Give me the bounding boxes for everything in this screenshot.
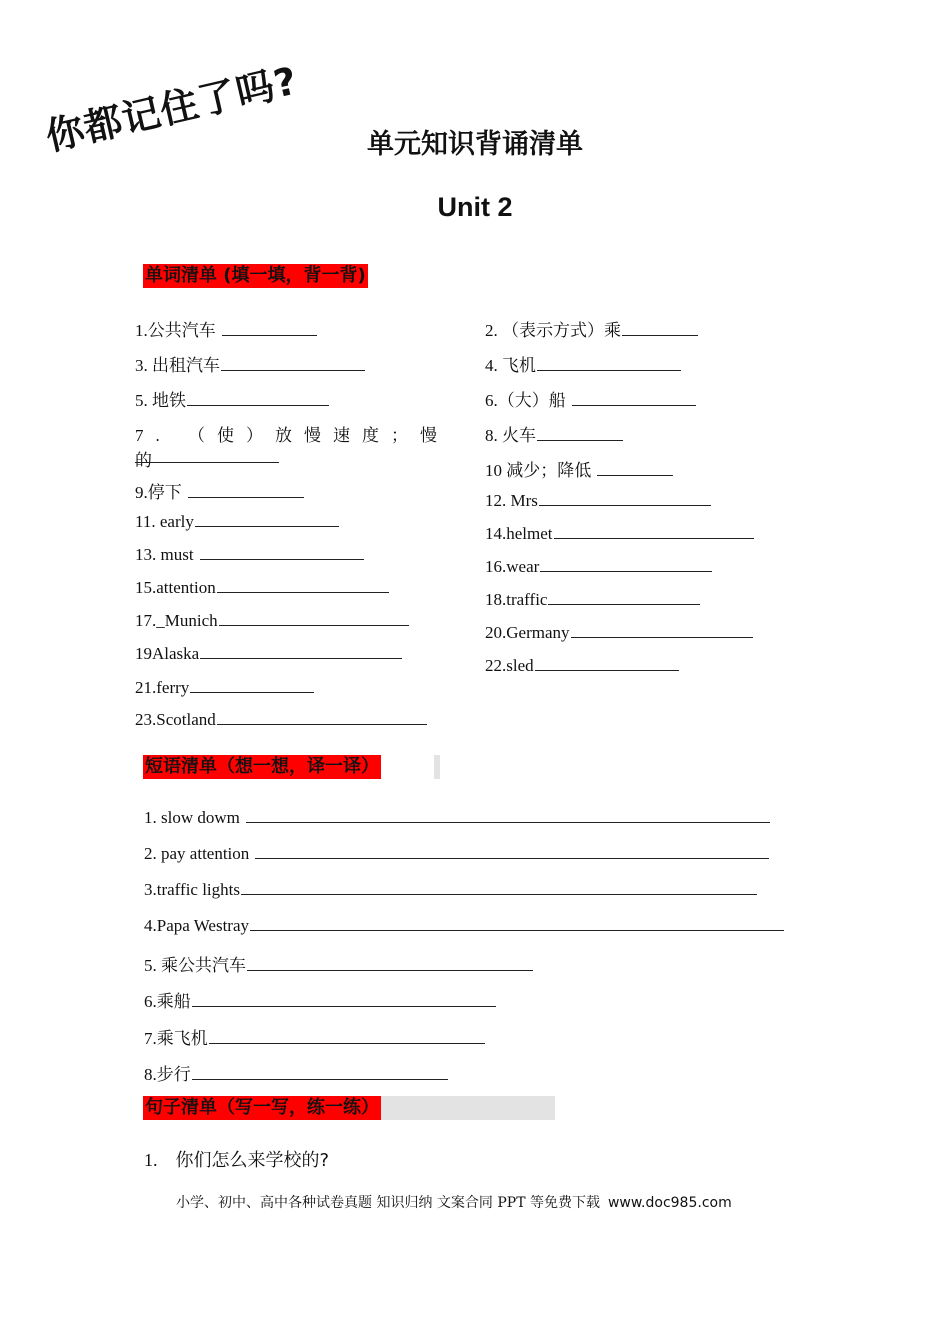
word-item: 1.公共汽车 xyxy=(135,316,317,341)
word-item: 9.停下 xyxy=(135,478,304,503)
sentence-text: 你们怎么来学校的? xyxy=(175,1150,330,1171)
word-item: 22.sled xyxy=(485,655,679,676)
phrase-item: 3.traffic lights xyxy=(144,879,757,900)
word-item: 13. must xyxy=(135,544,364,565)
word-item: 20.Germany xyxy=(485,622,753,643)
phrase-item: 7.乘飞机 xyxy=(144,1024,485,1049)
word-item: 3. 出租汽车 xyxy=(135,351,365,376)
words-section-header: 单词清单 (填一填，背一背) xyxy=(145,265,366,286)
sentences-section-header: 句子清单（写一写，练一练） xyxy=(145,1097,379,1118)
phrases-section-header: 短语清单（想一想，译一译） xyxy=(145,756,379,777)
word-item: 15.attention xyxy=(135,577,389,598)
word-item: 18.traffic xyxy=(485,589,700,610)
phrase-item: 6.乘船 xyxy=(144,987,496,1012)
word-item: 23.Scotland xyxy=(135,709,427,730)
word-item: 10 减少；降低 xyxy=(485,456,673,481)
word-item-text: 7. （使）放慢速度；慢的 xyxy=(135,426,449,470)
word-item: 16.wear xyxy=(485,556,712,577)
word-item: 8. 火车 xyxy=(485,421,623,446)
word-item: 6.（大）船 xyxy=(485,386,696,411)
word-item: 21.ferry xyxy=(135,677,314,698)
phrase-item: 1. slow dowm xyxy=(144,807,770,828)
page-title: 单元知识背诵清单 xyxy=(367,129,583,160)
word-item: 11. early xyxy=(135,511,339,532)
header-shade xyxy=(434,755,440,779)
unit-title: Unit 2 xyxy=(437,192,513,222)
phrase-item: 4.Papa Westray xyxy=(144,915,784,936)
word-item: 14.helmet xyxy=(485,523,754,544)
slogan-text: 你都记住了吗? xyxy=(41,58,303,160)
word-item: 19Alaska xyxy=(135,643,402,664)
word-item: 12. Mrs xyxy=(485,490,711,511)
phrase-item: 2. pay attention xyxy=(144,843,769,864)
word-item: 17._Munich xyxy=(135,610,409,631)
word-item: 4. 飞机 xyxy=(485,351,681,376)
word-item: 2. （表示方式）乘 xyxy=(485,316,698,341)
footer xyxy=(176,1192,732,1212)
footer-text: 小学、初中、高中各种试卷真题 知识归纳 文案合同 PPT 等免费下载 xyxy=(176,1195,600,1211)
phrase-item: 5. 乘公共汽车 xyxy=(144,951,533,976)
sentence-item xyxy=(144,1146,329,1172)
phrase-item: 8.步行 xyxy=(144,1060,448,1085)
word-item: 5. 地铁 xyxy=(135,386,329,411)
word-item-blank xyxy=(135,447,279,468)
footer-url[interactable]: www.doc985.com xyxy=(607,1195,732,1211)
sentence-number: 1. xyxy=(144,1150,158,1170)
